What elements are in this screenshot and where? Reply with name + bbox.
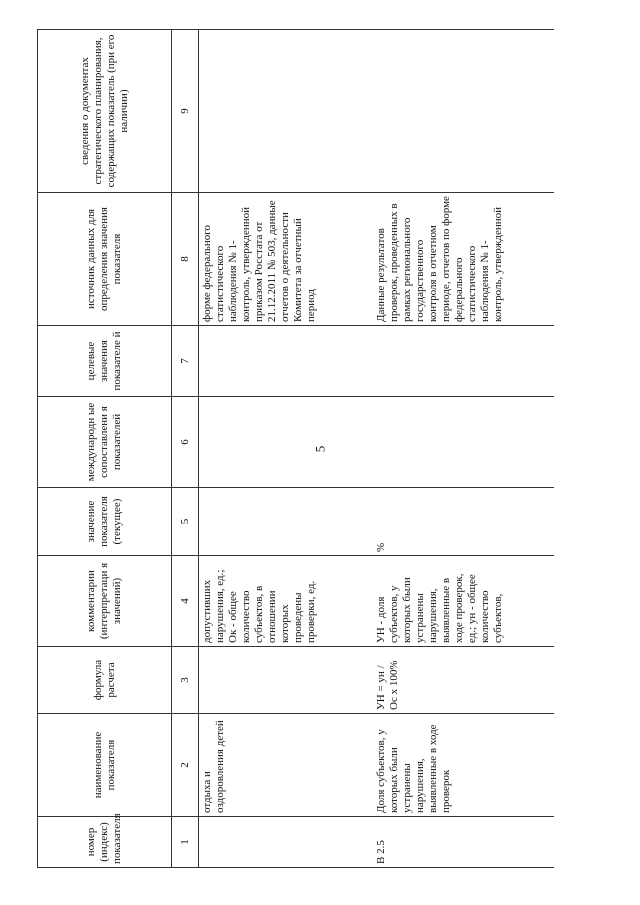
- column-number-row: [172, 30, 199, 868]
- table-cell: [199, 488, 374, 556]
- header-cell: формула расчета: [38, 647, 172, 714]
- table-cell: [199, 326, 374, 397]
- table-row: [199, 30, 374, 868]
- table-cell: [199, 397, 374, 488]
- table-cell: [199, 647, 374, 714]
- table-cell: %: [373, 488, 554, 556]
- column-number: 6: [172, 397, 199, 488]
- column-number: 9: [172, 30, 199, 193]
- header-cell: целевые значения показателе й: [38, 326, 172, 397]
- header-cell: международн ые сопоставлени я показателей: [38, 397, 172, 488]
- table-cell: форме федерального статистического наблюдения № 1-контроль, утвержденной приказом Росстата от 21.12.2011 № 503, данные отчетов о деятельности Комитета за отчетный период: [199, 193, 374, 326]
- header-cell: номер (индекс) показателя: [38, 817, 172, 868]
- page-number: 5: [312, 445, 327, 453]
- table-cell: Доля субъектов, у которых были устранены нарушения, выявленные в ходе проверок: [373, 714, 554, 817]
- table-cell: УН - доля субъектов, у которых были устранены нарушения, выявленные в ходе проверок, ед.; ун - общее количество субъектов,: [373, 556, 554, 647]
- column-number: 5: [172, 488, 199, 556]
- header-cell: источник данных для определения значения показателя: [38, 193, 172, 326]
- header-cell: наименование показателя: [38, 714, 172, 817]
- table-cell: отдыха и оздоровления детей: [199, 714, 374, 817]
- table-cell: [373, 326, 554, 397]
- table-cell: В 2.5: [373, 817, 554, 868]
- header-cell: сведения о документах стратегического планирования, содержащих показатель (при его наличии): [38, 30, 172, 193]
- header-cell: значение показателя (текущее): [38, 488, 172, 556]
- table-cell: допустивших нарушения, ед.; Ок - общее количество субъектов, в отношении которых проведены проверки, ед.: [199, 556, 374, 647]
- table-cell: Данные результатов проверок, проведенных в рамках регионального государственного контроля в отчетном периоде, отчетов по форме федерального статистического наблюдения № 1-контроль, утвержденной: [373, 193, 554, 326]
- table-cell: [373, 30, 554, 193]
- column-number: 2: [172, 714, 199, 817]
- table-cell: [199, 30, 374, 193]
- column-number: 4: [172, 556, 199, 647]
- header-row: [38, 30, 172, 868]
- column-number: 1: [172, 817, 199, 868]
- table-cell: [199, 817, 374, 868]
- indicator-table: [37, 29, 554, 868]
- table-row: [373, 30, 554, 868]
- table-cell: [373, 397, 554, 488]
- rotated-table-container: [37, 30, 602, 868]
- column-number: 7: [172, 326, 199, 397]
- table-cell: УН = ун / Ос х 100%: [373, 647, 554, 714]
- column-number: 3: [172, 647, 199, 714]
- column-number: 8: [172, 193, 199, 326]
- header-cell: комментарии (интерпретаци я значений): [38, 556, 172, 647]
